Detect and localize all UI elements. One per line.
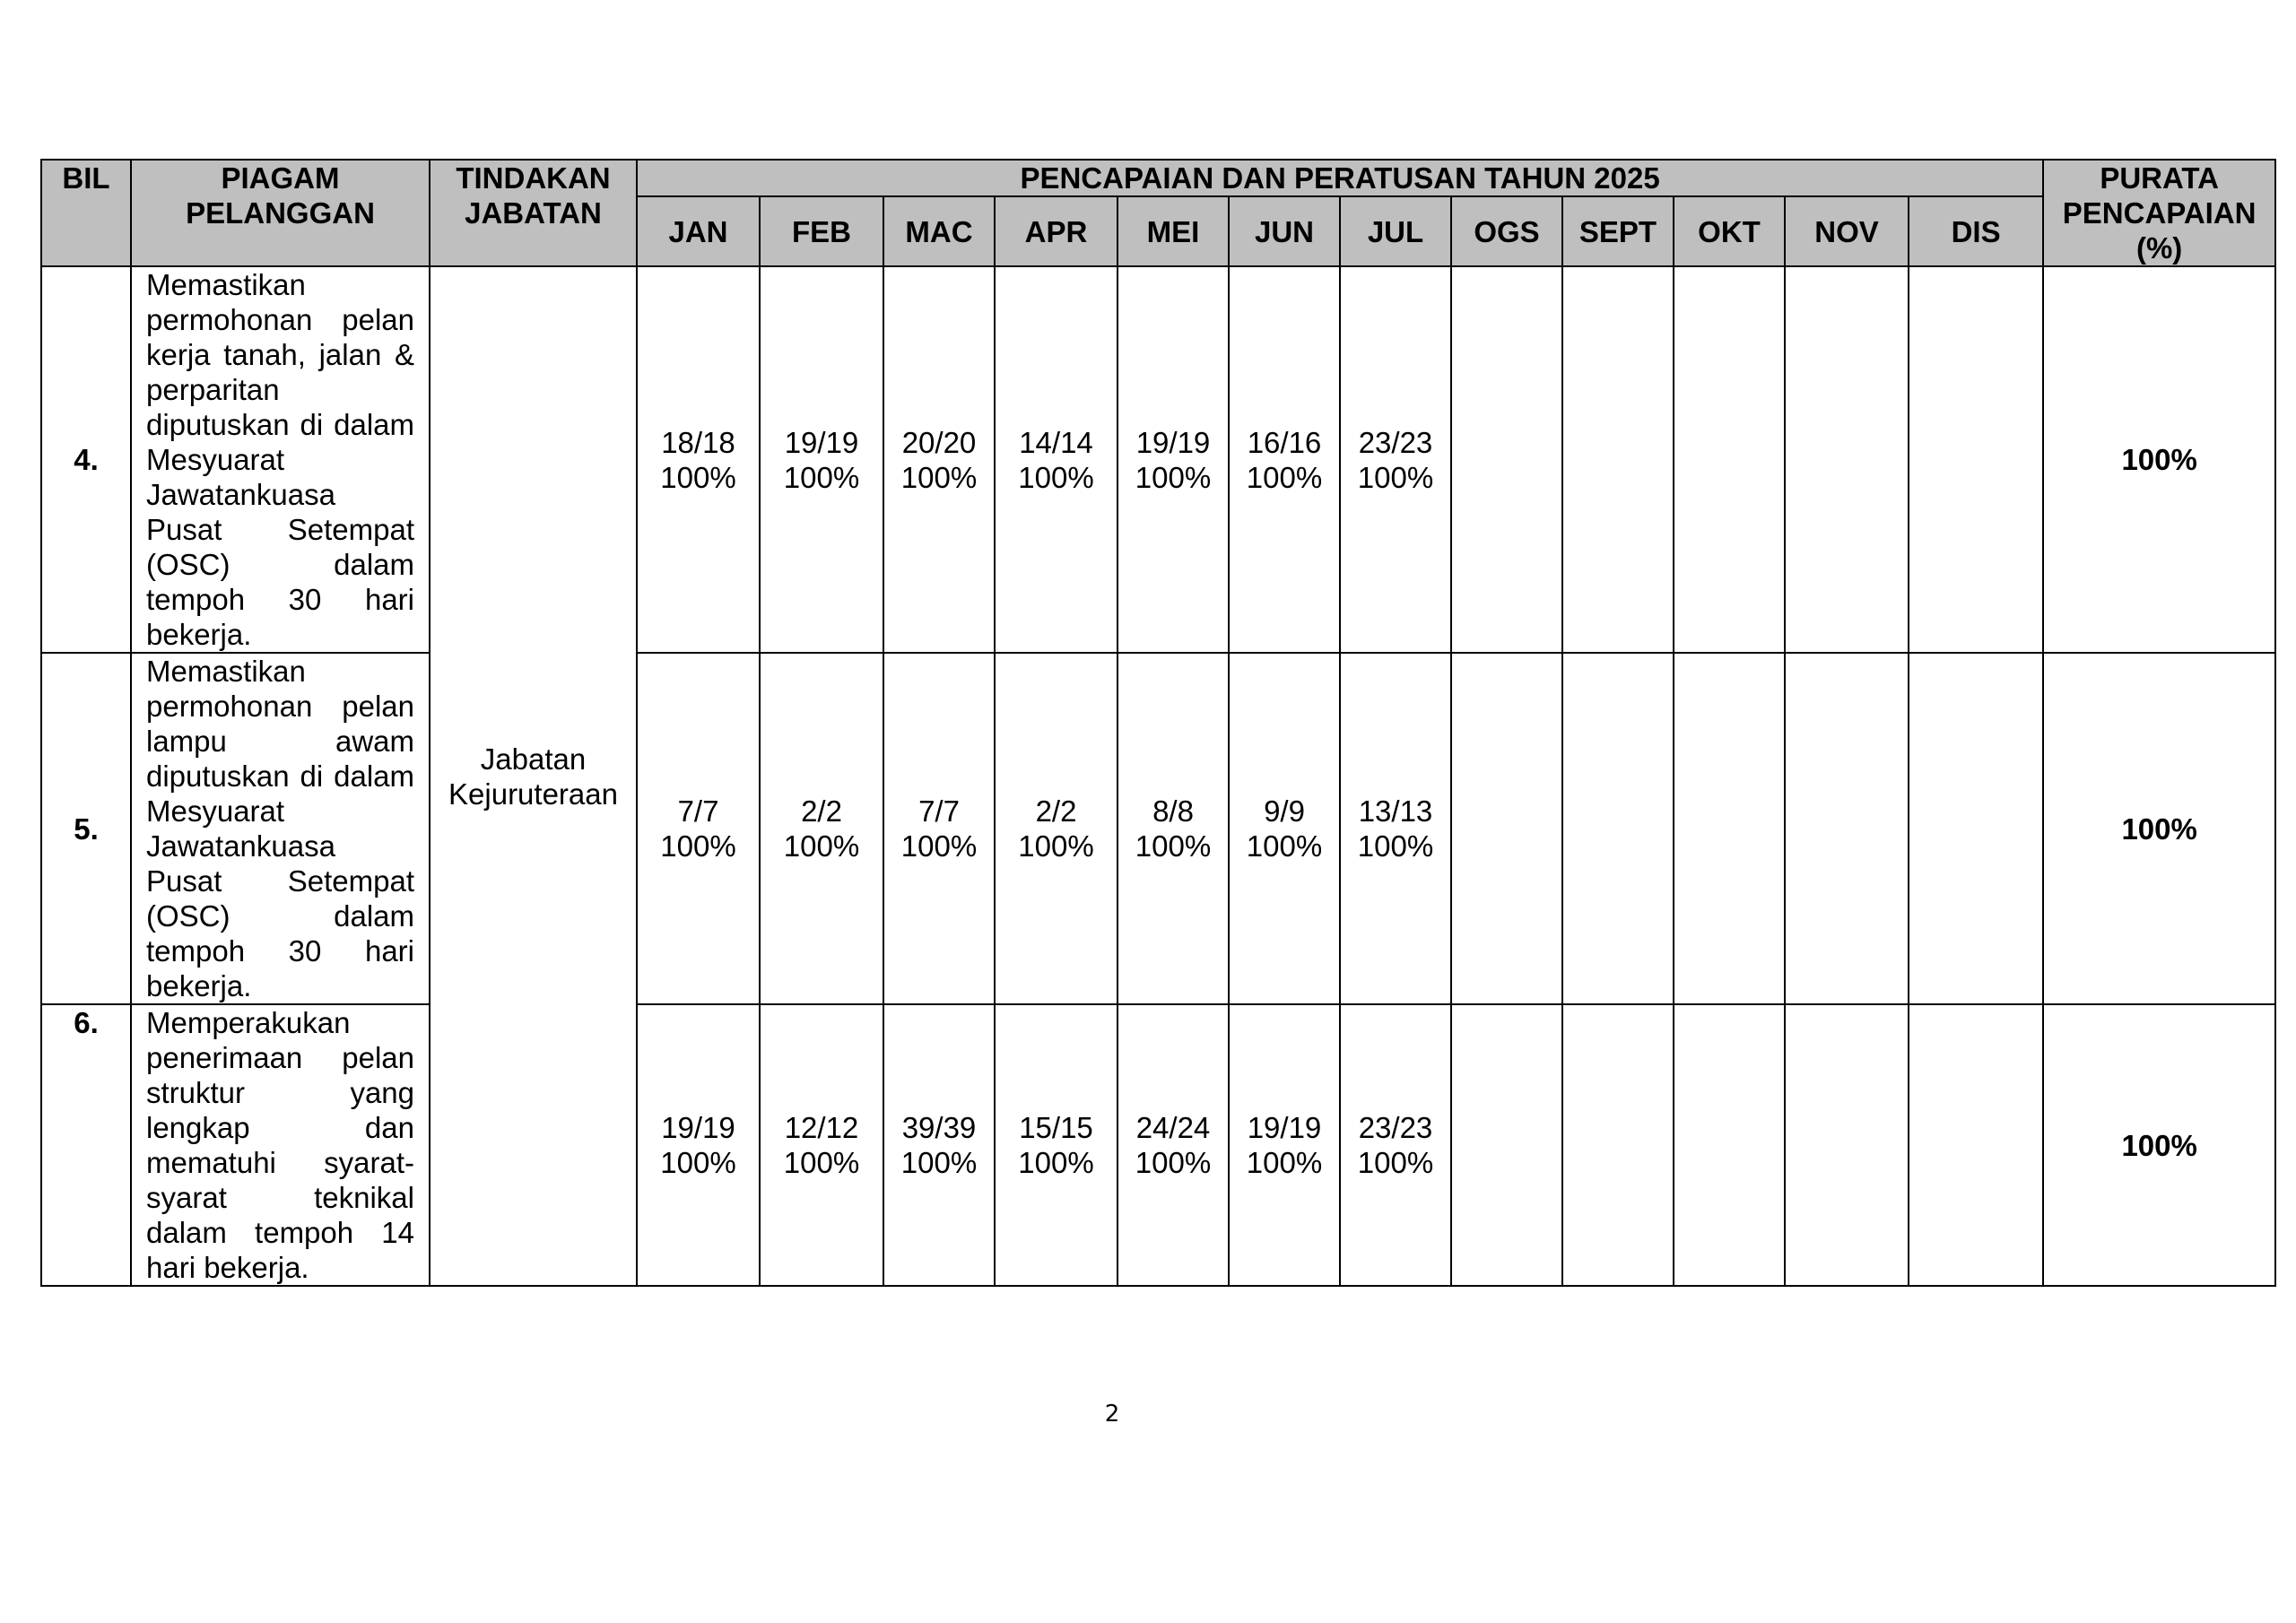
month-cell [1562,653,1674,1004]
month-cell: 19/19 100% [1229,1004,1340,1286]
month-cell: 24/24 100% [1118,1004,1229,1286]
month-cell [1909,266,2043,653]
month-cell: 23/23 100% [1340,1004,1451,1286]
month-cell: 7/7 100% [883,653,995,1004]
month-cell [1674,1004,1785,1286]
month-cell: 9/9 100% [1229,653,1340,1004]
month-cell: 2/2 100% [760,653,883,1004]
month-cell: 8/8 100% [1118,653,1229,1004]
month-cell: 12/12 100% [760,1004,883,1286]
average-cell: 100% [2043,266,2275,653]
month-cell: 14/14 100% [995,266,1118,653]
month-cell [1909,1004,2043,1286]
table-row [41,266,2275,653]
month-cell [1909,653,2043,1004]
header-pencapaian: PENCAPAIAN DAN PERATUSAN TAHUN 2025 [637,160,2043,196]
month-header: JUL [1340,196,1451,266]
month-header: FEB [760,196,883,266]
month-cell: 7/7 100% [637,653,760,1004]
month-cell [1451,1004,1562,1286]
row-description: Memastikan permohonan pelan lampu awam diputuskan di dalam Mesyuarat Jawatankuasa Pusat Setempat (OSC) dalam tempoh 30 hari bekerja. [131,653,430,1004]
month-cell: 13/13 100% [1340,653,1451,1004]
month-cell [1785,1004,1909,1286]
average-cell: 100% [2043,653,2275,1004]
month-cell [1562,266,1674,653]
month-header: APR [995,196,1118,266]
department-cell: Jabatan Kejuruteraan [430,266,637,1286]
month-header: MEI [1118,196,1229,266]
month-cell [1785,653,1909,1004]
row-description: Memperakukan penerimaan pelan struktur yang lengkap dan mematuhi syarat-syarat teknikal dalam tempoh 14 hari bekerja. [131,1004,430,1286]
month-cell: 2/2 100% [995,653,1118,1004]
header-tindakan: TINDAKAN JABATAN [430,160,637,266]
month-header: JAN [637,196,760,266]
month-header: MAC [883,196,995,266]
table-row [41,1004,2275,1286]
row-number: 4. [41,266,131,653]
month-cell: 19/19 100% [760,266,883,653]
month-cell [1451,653,1562,1004]
month-header: SEPT [1562,196,1674,266]
month-cell: 20/20 100% [883,266,995,653]
month-cell: 18/18 100% [637,266,760,653]
month-cell [1451,266,1562,653]
header-piagam: PIAGAM PELANGGAN [131,160,430,266]
achievement-table [40,159,2276,1287]
header-purata: PURATA PENCAPAIAN (%) [2043,160,2275,266]
month-cell: 39/39 100% [883,1004,995,1286]
header-bil: BIL [41,160,131,266]
month-cell [1674,266,1785,653]
month-cell: 19/19 100% [1118,266,1229,653]
row-number: 6. [41,1004,131,1286]
row-description: Memastikan permohonan pelan kerja tanah, jalan & perparitan diputuskan di dalam Mesyuarat Jawatankuasa Pusat Setempat (OSC) dalam tempoh 30 hari bekerja. [131,266,430,653]
month-cell: 19/19 100% [637,1004,760,1286]
month-cell [1562,1004,1674,1286]
month-cell: 23/23 100% [1340,266,1451,653]
month-cell [1785,266,1909,653]
table-row [41,653,2275,1004]
row-number: 5. [41,653,131,1004]
month-cell: 16/16 100% [1229,266,1340,653]
month-header: NOV [1785,196,1909,266]
average-cell: 100% [2043,1004,2275,1286]
page-number: 2 [1104,1401,1120,1428]
month-cell [1674,653,1785,1004]
month-cell: 15/15 100% [995,1004,1118,1286]
month-header: OGS [1451,196,1562,266]
month-header: DIS [1909,196,2043,266]
month-header: JUN [1229,196,1340,266]
month-header: OKT [1674,196,1785,266]
